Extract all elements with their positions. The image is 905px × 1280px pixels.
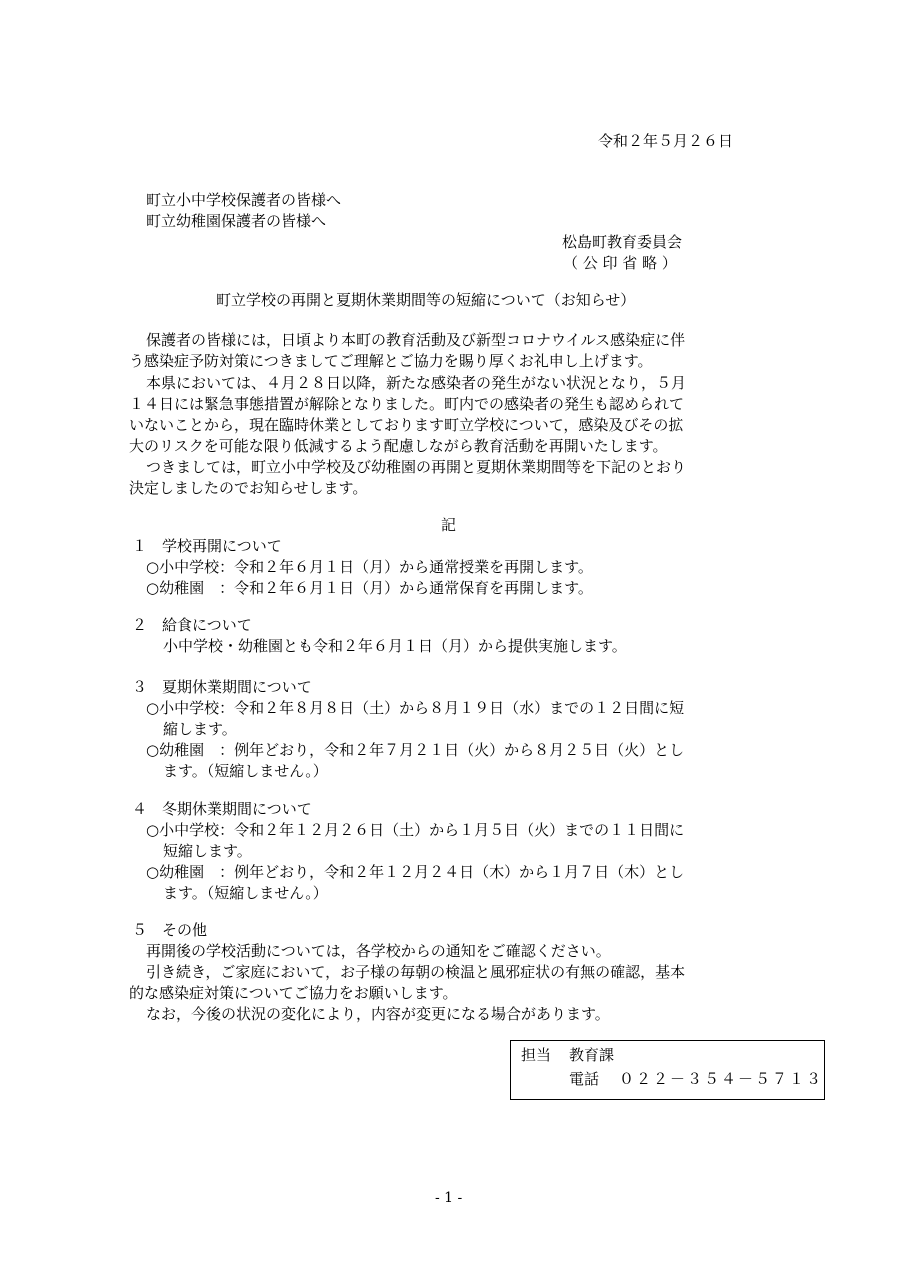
intro-line: 決定しましたのでお知らせします。 bbox=[129, 479, 368, 497]
recipient-line-2: 町立幼稚園保護者の皆様へ bbox=[146, 212, 327, 230]
section-item: ○小中学校：令和２年１２月２６日（土）から１月５日（火）までの１１日間に bbox=[146, 821, 685, 839]
document-date: 令和２年５月２６日 bbox=[598, 132, 734, 150]
intro-line: 保護者の皆様には，日頃より本町の教育活動及び新型コロナウイルス感染症に伴 bbox=[146, 331, 686, 349]
section-item: ○幼稚園 ：例年どおり，令和２年７月２１日（火）から８月２５日（火）とし bbox=[146, 741, 685, 759]
section-item: ます。（短縮しません。） bbox=[163, 762, 328, 780]
section-item: ○幼稚園 ：令和２年６月１日（月）から通常保育を再開します。 bbox=[146, 579, 593, 597]
recipient-line-1: 町立小中学校保護者の皆様へ bbox=[146, 191, 342, 209]
page-number: - 1 - bbox=[435, 1190, 463, 1206]
section-item: 短縮します。 bbox=[163, 842, 252, 860]
intro-line: いないことから，現在臨時休業としております町立学校について，感染及びその拡 bbox=[129, 416, 684, 434]
section-heading: ３ 夏期休業期間について bbox=[132, 678, 312, 696]
section-item: 小中学校・幼稚園とも令和２年６月１日（月）から提供実施します。 bbox=[163, 637, 627, 655]
section-heading: ４ 冬期休業期間について bbox=[132, 800, 312, 818]
section-heading: １ 学校再開について bbox=[132, 537, 282, 555]
contact-department: 教育課 bbox=[569, 1046, 615, 1064]
section-item: 引き続き，ご家庭において，お子様の毎朝の検温と風邪症状の有無の確認，基本 bbox=[146, 963, 686, 981]
section-heading: ２ 給食について bbox=[132, 616, 252, 634]
sender-seal-note: （ 公 印 省 略 ） bbox=[563, 254, 677, 272]
intro-line: う感染症予防対策につきましてご理解とご協力を賜り厚くお礼申し上げます。 bbox=[129, 352, 653, 370]
section-item: ○小中学校：令和２年８月８日（土）から８月１９日（水）までの１２日間に短 bbox=[146, 699, 685, 717]
sender-name: 松島町教育委員会 bbox=[562, 233, 683, 251]
intro-line: つきましては，町立小中学校及び幼稚園の再開と夏期休業期間等を下記のとおり bbox=[146, 458, 687, 476]
contact-label: 担当 bbox=[521, 1046, 552, 1064]
contact-box bbox=[510, 1040, 825, 1100]
section-item: ○幼稚園 ：例年どおり，令和２年１２月２４日（木）から１月７日（木）とし bbox=[146, 863, 685, 881]
section-item: ます。（短縮しません。） bbox=[163, 884, 328, 902]
contact-phone-label: 電話 bbox=[569, 1070, 600, 1088]
section-item: ○小中学校：令和２年６月１日（月）から通常授業を再開します。 bbox=[146, 558, 593, 576]
intro-line: １４日には緊急事態措置が解除となりました。町内での感染者の発生も認められて bbox=[129, 395, 685, 413]
intro-line: 本県においては、４月２８日以降，新たな感染者の発生がない状況となり，５月 bbox=[146, 374, 687, 392]
section-item: なお，今後の状況の変化により，内容が変更になる場合があります。 bbox=[146, 1005, 610, 1023]
section-heading: ５ その他 bbox=[132, 921, 208, 939]
intro-line: 大のリスクを可能な限り低減するよう配慮しながら教育活動を再開いたします。 bbox=[129, 437, 668, 455]
contact-phone-number: ０２２－３５４－５７１３ bbox=[619, 1070, 824, 1088]
document-title: 町立学校の再開と夏期休業期間等の短縮について（お知らせ） bbox=[216, 291, 636, 309]
section-item: 的な感染症対策についてご協力をお願いします。 bbox=[129, 984, 458, 1002]
section-item: 縮します。 bbox=[163, 720, 237, 738]
ki-heading: 記 bbox=[441, 516, 457, 534]
section-item: 再開後の学校活動については，各学校からの通知をご確認ください。 bbox=[146, 942, 611, 960]
